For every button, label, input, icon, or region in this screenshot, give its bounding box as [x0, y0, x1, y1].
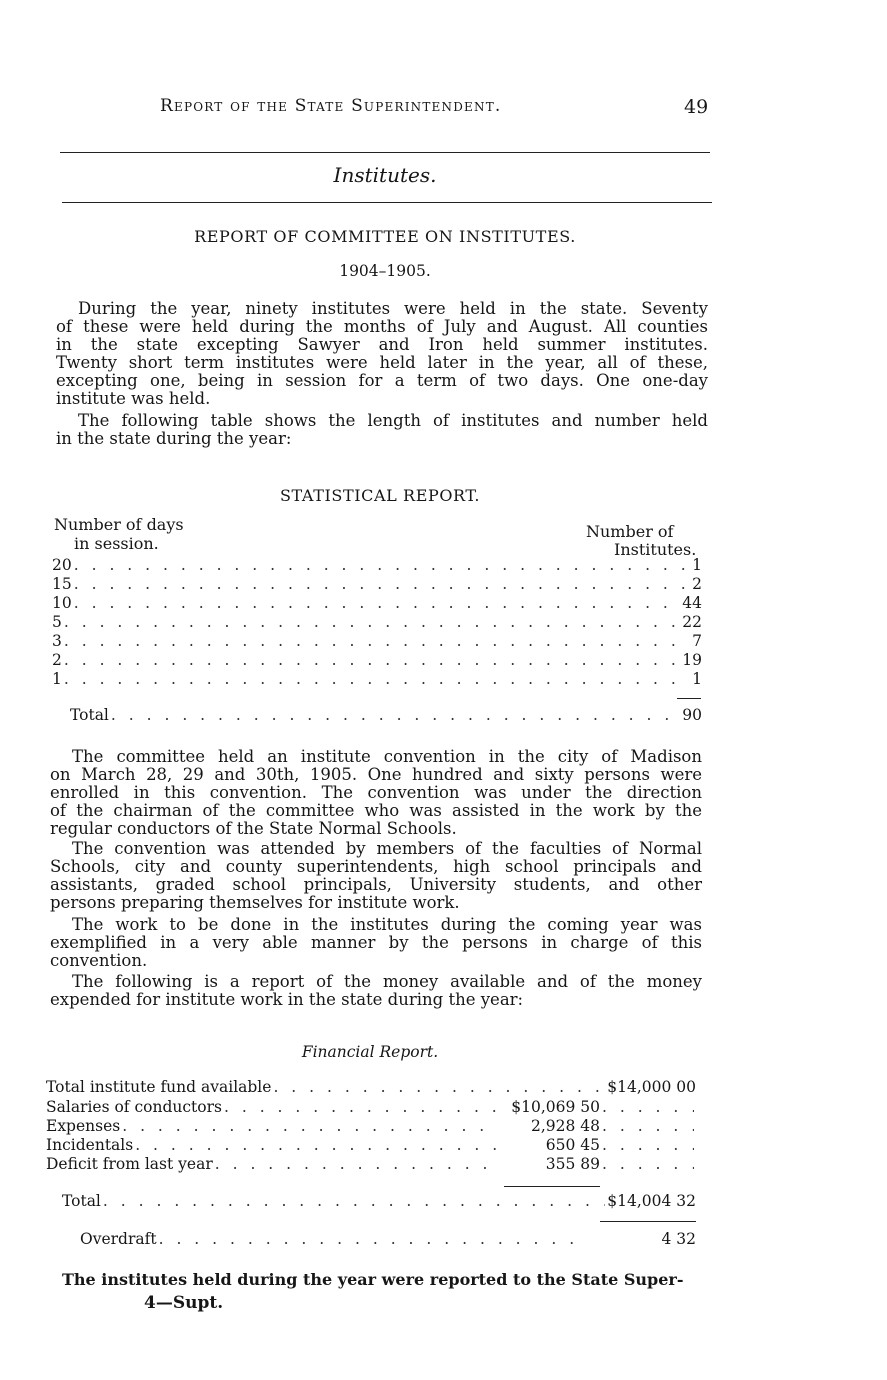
expense-row — [46, 1155, 696, 1175]
text-line: The following table shows the length of institutes and number held — [78, 411, 708, 430]
dot-leader — [64, 670, 690, 688]
text-line: excepting one, being in session for a term of two days. One one-day — [56, 371, 708, 390]
expense-label: Incidentals — [46, 1136, 134, 1154]
fund-label: Total institute fund available — [46, 1078, 272, 1096]
intro-paragraph-2 — [56, 412, 708, 448]
text-line: on March 28, 29 and 30th, 1905. One hundred and sixty persons were — [50, 765, 702, 784]
text-line: in the state excepting Sawyer and Iron held summer institutes. — [56, 335, 708, 354]
text-line: The work to be done in the institutes during the coming year was — [72, 915, 702, 934]
expense-label: Salaries of conductors — [46, 1098, 222, 1116]
stat-count: 7 — [692, 632, 702, 650]
text-line: institute was held. — [56, 389, 211, 408]
committee-heading: REPORT OF COMMITTEE ON INSTITUTES. — [194, 227, 576, 246]
stat-total-row — [70, 706, 702, 726]
dot-leader — [273, 1078, 605, 1096]
financial-total-row — [62, 1192, 696, 1212]
section-title: Institutes. — [333, 163, 437, 187]
stat-row — [52, 575, 702, 595]
dot-leader — [215, 1155, 498, 1173]
expense-row — [46, 1098, 696, 1118]
total-rule — [677, 698, 701, 699]
expense-row — [46, 1136, 696, 1156]
stat-total-label: Total — [70, 706, 109, 724]
text-line: enrolled in this convention. The convention was under the direction — [50, 783, 702, 802]
dot-leader — [602, 1117, 694, 1135]
stat-row — [52, 651, 702, 671]
text-line: exemplified in a very able manner by the persons in charge of this — [50, 933, 702, 952]
convention-paragraph-1 — [50, 748, 702, 838]
financial-total-value: $14,004 32 — [607, 1192, 696, 1210]
expense-amount: 650 45 — [545, 1136, 600, 1154]
total-underline — [600, 1221, 696, 1222]
convention-paragraph-2 — [50, 840, 702, 912]
dot-leader — [224, 1098, 498, 1116]
committee-years: 1904–1905. — [339, 262, 431, 280]
stat-count: 19 — [682, 651, 702, 669]
stat-count: 1 — [692, 670, 702, 688]
text-line: convention. — [50, 951, 148, 970]
dot-leader — [64, 651, 680, 669]
stat-days: 15 — [52, 575, 72, 593]
text-line: assistants, graded school principals, University students, and other — [50, 875, 702, 894]
stat-days: 2 — [52, 651, 62, 669]
text-line: The following is a report of the money available and of the money — [72, 972, 702, 991]
overdraft-row — [80, 1230, 696, 1250]
stat-row — [52, 670, 702, 690]
text-line: of the chairman of the committee who was assisted in the work by the — [50, 801, 702, 820]
text-line: in the state during the year: — [56, 429, 292, 448]
overdraft-label: Overdraft — [80, 1230, 157, 1248]
dot-leader — [103, 1192, 605, 1210]
stat-count: 2 — [692, 575, 702, 593]
subtotal-rule — [504, 1186, 600, 1187]
text-line: persons preparing themselves for institute work. — [50, 893, 460, 912]
text-line: Twenty short term institutes were held later in the year, all of these, — [56, 353, 708, 372]
expense-label: Deficit from last year — [46, 1155, 213, 1173]
top-rule — [60, 152, 710, 153]
text-line: of these were held during the months of July and August. All counties — [56, 317, 708, 336]
stat-row — [52, 632, 702, 652]
intro-paragraph-1 — [56, 300, 708, 408]
text-line: expended for institute work in the state during the year: — [50, 990, 524, 1009]
days-column-header: Number of days — [54, 515, 184, 534]
text-line: regular conductors of the State Normal Schools. — [50, 819, 457, 838]
institutes-column-header: Number of — [586, 522, 674, 541]
text-line: During the year, ninety institutes were held in the state. Seventy — [78, 299, 708, 318]
dot-leader — [64, 613, 680, 631]
dot-leader — [74, 594, 681, 612]
expense-amount: 2,928 48 — [530, 1117, 600, 1135]
fund-row — [46, 1078, 696, 1098]
expense-label: Expenses — [46, 1117, 121, 1135]
financial-total-label: Total — [62, 1192, 101, 1210]
dot-leader — [602, 1136, 694, 1154]
running-header: Report of the State Superintendent. — [160, 96, 502, 116]
expense-amount: 355 89 — [545, 1155, 600, 1173]
dot-leader — [135, 1136, 498, 1154]
stat-count: 22 — [682, 613, 702, 631]
text-line: The convention was attended by members of the faculties of Normal — [72, 839, 702, 858]
stat-days: 10 — [52, 594, 72, 612]
dot-leader — [74, 556, 690, 574]
text-line: The committee held an institute convention in the city of Madison — [72, 747, 702, 766]
institutes-column-header-line2: Institutes. — [614, 540, 697, 559]
stat-days: 3 — [52, 632, 62, 650]
dot-leader — [159, 1230, 579, 1248]
text-line: Schools, city and county superintendents, high school principals and — [50, 857, 702, 876]
dot-leader — [122, 1117, 498, 1135]
stat-days: 5 — [52, 613, 62, 631]
expense-row — [46, 1117, 696, 1137]
days-column-header-line2: in session. — [74, 534, 159, 553]
convention-paragraph-3 — [50, 916, 702, 970]
financial-report-title: Financial Report. — [301, 1043, 439, 1061]
convention-paragraph-4 — [50, 973, 702, 1009]
dot-leader — [602, 1155, 694, 1173]
stat-total-value: 90 — [682, 706, 702, 724]
statistical-report-title: STATISTICAL REPORT. — [279, 486, 481, 505]
section-rule — [62, 202, 712, 203]
stat-row — [52, 556, 702, 576]
dot-leader — [602, 1098, 694, 1116]
closing-line: The institutes held during the year were reported to the State Super- — [62, 1270, 684, 1289]
dot-leader — [74, 575, 690, 593]
stat-count: 44 — [682, 594, 702, 612]
signature-mark: 4—Supt. — [144, 1293, 224, 1313]
expense-amount: $10,069 50 — [511, 1098, 600, 1116]
stat-row — [52, 594, 702, 614]
stat-count: 1 — [692, 556, 702, 574]
fund-value: $14,000 00 — [607, 1078, 696, 1096]
overdraft-value: 4 32 — [661, 1230, 696, 1248]
page-number: 49 — [684, 96, 709, 118]
stat-row — [52, 613, 702, 633]
dot-leader — [111, 706, 680, 724]
stat-days: 20 — [52, 556, 72, 574]
dot-leader — [64, 632, 690, 650]
stat-days: 1 — [52, 670, 62, 688]
